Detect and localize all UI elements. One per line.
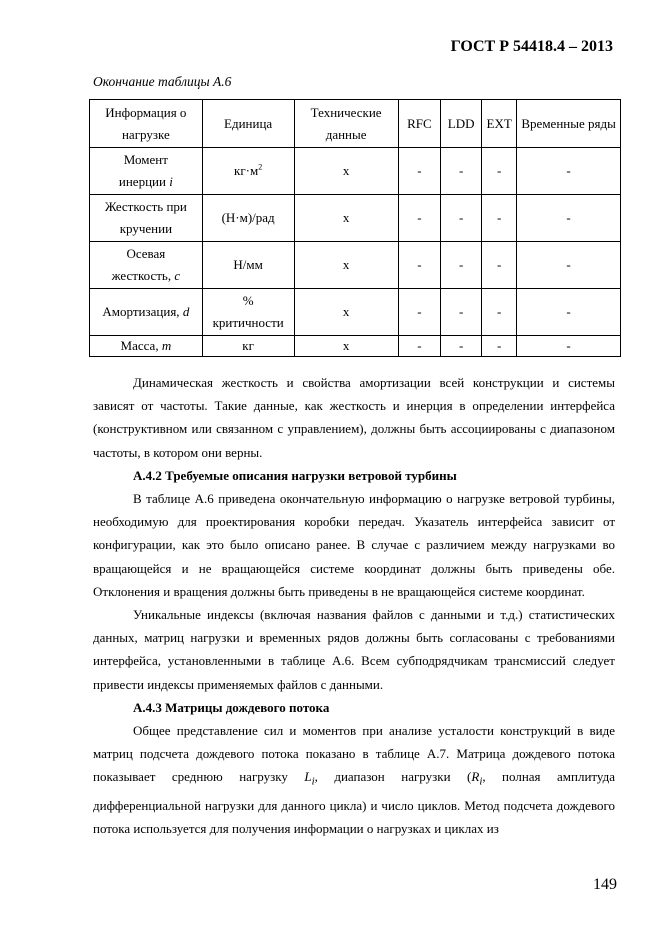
row-name: Жесткость при кручении [90,195,203,242]
row-tech: x [294,148,398,195]
row-unit: $кг\cdot м^2$ [202,148,294,195]
standard-header: ГОСТ Р 54418.4 – 2013 [450,38,613,55]
row-tech: x [294,195,398,242]
row-rfc: - [398,195,440,242]
row-ldd: - [441,242,482,289]
row-rfc: - [398,242,440,289]
row-ext: - [482,289,517,336]
col-header-ext: EXT [482,100,517,148]
row-ts: - [517,336,621,357]
paragraph: Динамическая жесткость и свойства амортизации всей конструкции и системы зависят от частоты. Такие данные, как жесткость и инерция в определении интерфейса (конструктивном или связанном с управлением), должны быть ассоциированы с диапазоном частоты, в котором они верны. [93,375,615,460]
paragraph: В таблице А.6 приведена окончательную информацию о нагрузке ветровой турбины, необходимую для проектирования коробки передач. Указатель интерфейса зависит от конфигурации, как это было описано ранее. В случае с различием между нагрузками во вращающейся и не вращающейся системе координат должны быть приведены обе. Отклонения и вращения должны быть приведены в не вращающейся системе координат. [93,491,615,599]
col-header-ldd: LDD [441,100,482,148]
row-ldd: - [441,195,482,242]
row-ldd: - [441,148,482,195]
table-row [90,336,621,357]
paragraph: Уникальные индексы (включая названия файлов с данными и т.д.) статистических данных, матриц нагрузки и временных рядов должны быть согласованы с требованиями интерфейса, установленными в таблице А.6. Всем субподрядчикам трансмиссий следует привести индексы применяемых файлов с данными. [93,607,615,692]
table-row [90,289,621,336]
body-text [93,371,615,841]
row-unit: % критичности [202,289,294,336]
row-ts: - [517,195,621,242]
row-tech: x [294,242,398,289]
col-header-tech: Технические данные [294,100,398,148]
table-row [90,148,621,195]
table-row [90,242,621,289]
table-row [90,195,621,242]
row-unit: Н/мм [202,242,294,289]
col-header-unit: Единица [202,100,294,148]
table-caption: Окончание таблицы А.6 [93,74,232,89]
paragraph: Общее представление сил и моментов при анализе усталости конструкций в виде матриц подсчета дождевого потока показано в таблице А.7. Матрица дождевого потока показывает среднюю нагрузку $L_i$, диапазон нагрузки ($R_i$, полная амплитуда дифференциальной нагрузки для данного цикла) и число циклов. Метод подсчета дождевого потока используется для получения информации о нагрузках и циклах из [93,723,615,837]
section-heading: А.4.2 Требуемые описания нагрузки ветровой турбины [133,467,457,483]
row-name: Момент инерции i [90,148,203,195]
table-header-row [90,100,621,148]
row-ts: - [517,242,621,289]
row-tech: x [294,289,398,336]
row-rfc: - [398,336,440,357]
row-ts: - [517,289,621,336]
col-header-info: Информация о нагрузке [90,100,203,148]
section-heading: А.4.3 Матрицы дождевого потока [133,699,330,715]
row-tech: x [294,336,398,357]
row-rfc: - [398,289,440,336]
row-unit: (Н·м)/рад [202,195,294,242]
load-info-table [89,99,621,357]
row-name: Осевая жесткость, c [90,242,203,289]
row-name: Амортизация, d [90,289,203,336]
row-name: Масса, m [90,336,203,357]
col-header-rfc: RFC [398,100,440,148]
row-ext: - [482,148,517,195]
row-unit: кг [202,336,294,357]
row-ts: - [517,148,621,195]
row-ext: - [482,195,517,242]
row-rfc: - [398,148,440,195]
row-ext: - [482,242,517,289]
row-ext: - [482,336,517,357]
col-header-time-series: Временные ряды [517,100,621,148]
page-number: 149 [593,876,617,893]
row-ldd: - [441,336,482,357]
row-ldd: - [441,289,482,336]
